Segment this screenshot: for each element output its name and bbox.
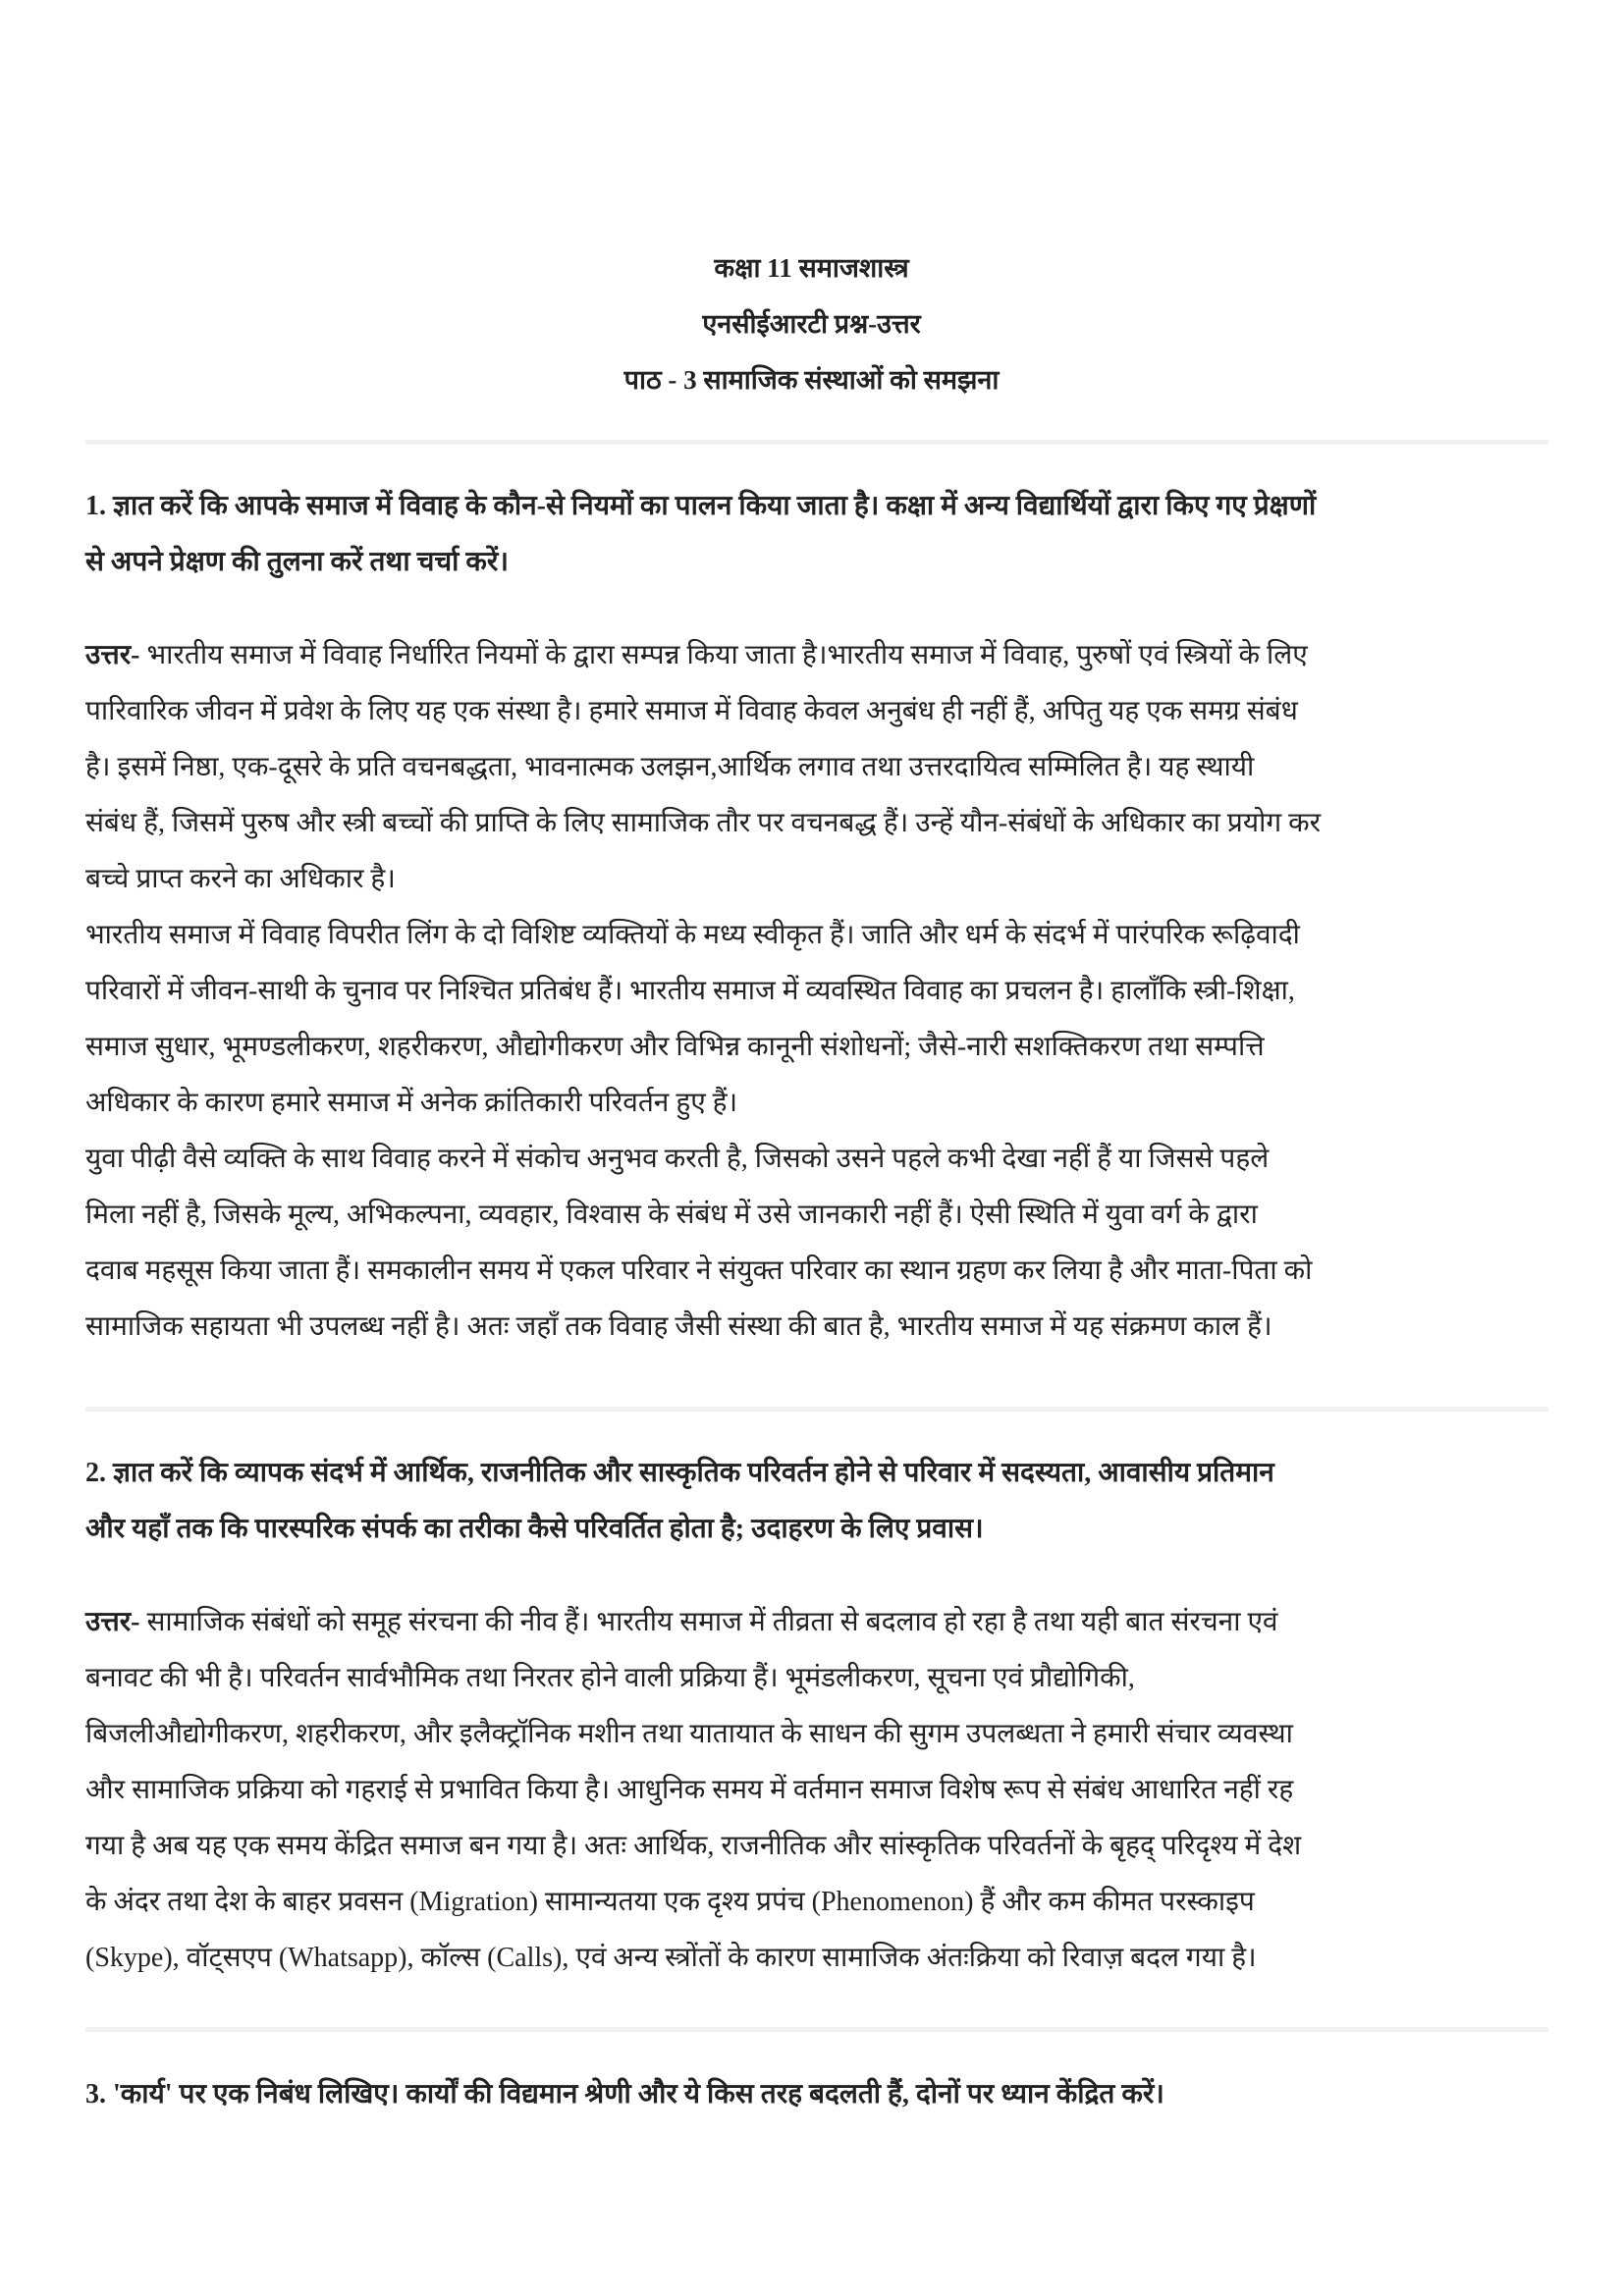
answer-line: परिवारों में जीवन-साथी के चुनाव पर निश्चित प्रतिबंध हैं। भारतीय समाज में व्यवस्थित विवाह का प्रचलन है। हालाँकि स्त्री-शिक्षा,	[85, 976, 1295, 1006]
answer-line: है। इसमें निष्ठा, एक-दूसरे के प्रति वचनबद्धता, भावनात्मक उलझन,आर्थिक लगाव तथा उत्तरदायित्व सम्मिलित है। यह स्थायी	[85, 752, 1255, 782]
answer-label: उत्तर-	[85, 1607, 140, 1637]
question-3	[85, 2066, 1558, 2122]
document-header	[0, 240, 1623, 408]
answer-label: उत्तर-	[85, 640, 140, 670]
answer-line: पारिवारिक जीवन में प्रवेश के लिए यह एक संस्था है। हमारे समाज में विवाह केवल अनुबंध ही नहीं हैं, अपितु यह एक समग्र संबंध	[85, 696, 1298, 726]
question-text	[85, 2066, 1558, 2122]
question-2	[85, 1445, 1558, 1557]
question-text	[85, 478, 1558, 590]
question-line: 2. ज्ञात करें कि व्यापक संदर्भ में आर्थिक, राजनीतिक और सास्कृतिक परिवर्तन होने से परिवार में सदस्यता, आवासीय प्रतिमान	[85, 1458, 1274, 1488]
question-line: 1. ज्ञात करें कि आपके समाज में विवाह के कौन-से नियमों का पालन किया जाता है। कक्षा में अन्य विद्यार्थियों द्वारा किए गए प्रेक्षणों	[85, 491, 1317, 521]
question-1	[85, 478, 1558, 590]
answer-line: सामाजिक सहायता भी उपलब्ध नहीं है। अतः जहाँ तक विवाह जैसी संस्था की बात है, भारतीय समाज में यह संक्रमण काल हैं।	[85, 1311, 1272, 1342]
answer-line: दवाब महसूस किया जाता हैं। समकालीन समय में एकल परिवार ने संयुक्त परिवार का स्थान ग्रहण कर लिया है और माता-पिता को	[85, 1255, 1313, 1286]
answer-line: गया है अब यह एक समय केंद्रित समाज बन गया है। अतः आर्थिक, राजनीतिक और सांस्कृतिक परिवर्तनों के बृहद् परिदृश्य में देश	[85, 1831, 1302, 1861]
answer-line: बनावट की भी है। परिवर्तन सार्वभौमिक तथा निरतर होने वाली प्रक्रिया हैं। भूमंडलीकरण, सूचना एवं प्रौद्योगिकी,	[85, 1663, 1135, 1693]
divider	[85, 1407, 1548, 1412]
answer-line: मिला नहीं है, जिसके मूल्य, अभिकल्पना, व्यवहार, विश्वास के संबंध में उसे जानकारी नहीं हैं। ऐसी स्थिति में युवा वर्ग के द्वारा	[85, 1200, 1258, 1230]
chapter-title: पाठ - 3 सामाजिक संस्थाओं को समझना	[623, 365, 1000, 395]
answer-line: समाज सुधार, भूमण्डलीकरण, शहरीकरण, औद्योगीकरण और विभिन्न कानूनी संशोधनों; जैसे-नारी सशक्तिकरण तथा सम्पत्ति	[85, 1032, 1265, 1062]
answer-2	[85, 1594, 1558, 1986]
divider	[85, 440, 1548, 445]
question-line: से अपने प्रेक्षण की तुलना करें तथा चर्चा करें।	[85, 547, 509, 577]
answer-line: युवा पीढ़ी वैसे व्यक्ति के साथ विवाह करने में संकोच अनुभव करती है, जिसको उसने पहले कभी देखा नहीं हैं या जिससे पहले	[85, 1144, 1270, 1174]
answer-line: सामाजिक संबंधों को समूह संरचना की नीव हैं। भारतीय समाज में तीव्रता से बदलाव हो रहा है तथा यही बात संरचना एवं	[139, 1607, 1278, 1637]
question-text	[85, 1445, 1558, 1557]
answer-line: बिजलीऔद्योगीकरण, शहरीकरण, और इलैक्ट्रॉनिक मशीन तथा यातायात के साधन की सुगम उपलब्धता ने हमारी संचार व्यवस्था	[85, 1719, 1293, 1749]
answer-line: संबंध हैं, जिसमें पुरुष और स्त्री बच्चों की प्राप्ति के लिए सामाजिक तौर पर वचनबद्ध हैं। उन्हें यौन-संबंधों के अधिकार का प्रयोग कर	[85, 808, 1322, 838]
subtitle: एनसीईआरटी प्रश्न-उत्तर	[702, 309, 921, 339]
divider	[85, 2027, 1548, 2032]
question-line: और यहाँ तक कि पारस्परिक संपर्क का तरीका कैसे परिवर्तित होता है; उदाहरण के लिए प्रवास।	[85, 1514, 984, 1544]
answer-line: और सामाजिक प्रक्रिया को गहराई से प्रभावित किया है। आधुनिक समय में वर्तमान समाज विशेष रूप से संबंध आधारित नहीं रह	[85, 1775, 1294, 1805]
answer-1	[85, 627, 1558, 1355]
question-line: 3. 'कार्य' पर एक निबंध लिखिए। कार्यों की विद्यमान श्रेणी और ये किस तरह बदलती हैं, दोनों पर ध्यान केंद्रित करें।	[85, 2079, 1164, 2109]
class-title: कक्षा 11 समाजशास्त्र	[714, 253, 909, 283]
answer-line: के अंदर तथा देश के बाहर प्रवसन (Migration) सामान्यतया एक दृश्य प्रपंच (Phenomenon) हैं और कम कीमत परस्काइप	[85, 1887, 1255, 1917]
answer-line: अधिकार के कारण हमारे समाज में अनेक क्रांतिकारी परिवर्तन हुए हैं।	[85, 1088, 738, 1118]
answer-line: (Skype), वॉट्सएप (Whatsapp), कॉल्स (Calls), एवं अन्य स्त्रोंतों के कारण सामाजिक अंतःक्रिया को रिवाज़ बदल गया है।	[85, 1943, 1257, 1973]
answer-line: बच्चे प्राप्त करने का अधिकार है।	[85, 864, 396, 894]
answer-line: भारतीय समाज में विवाह विपरीत लिंग के दो विशिष्ट व्यक्तियों के मध्य स्वीकृत हैं। जाति और धर्म के संदर्भ में पारंपरिक रूढ़िवादी	[85, 920, 1300, 950]
answer-line: भारतीय समाज में विवाह निर्धारित नियमों के द्वारा सम्पन्न किया जाता है।भारतीय समाज में विवाह, पुरुषों एवं स्त्रियों के लिए	[139, 640, 1308, 670]
